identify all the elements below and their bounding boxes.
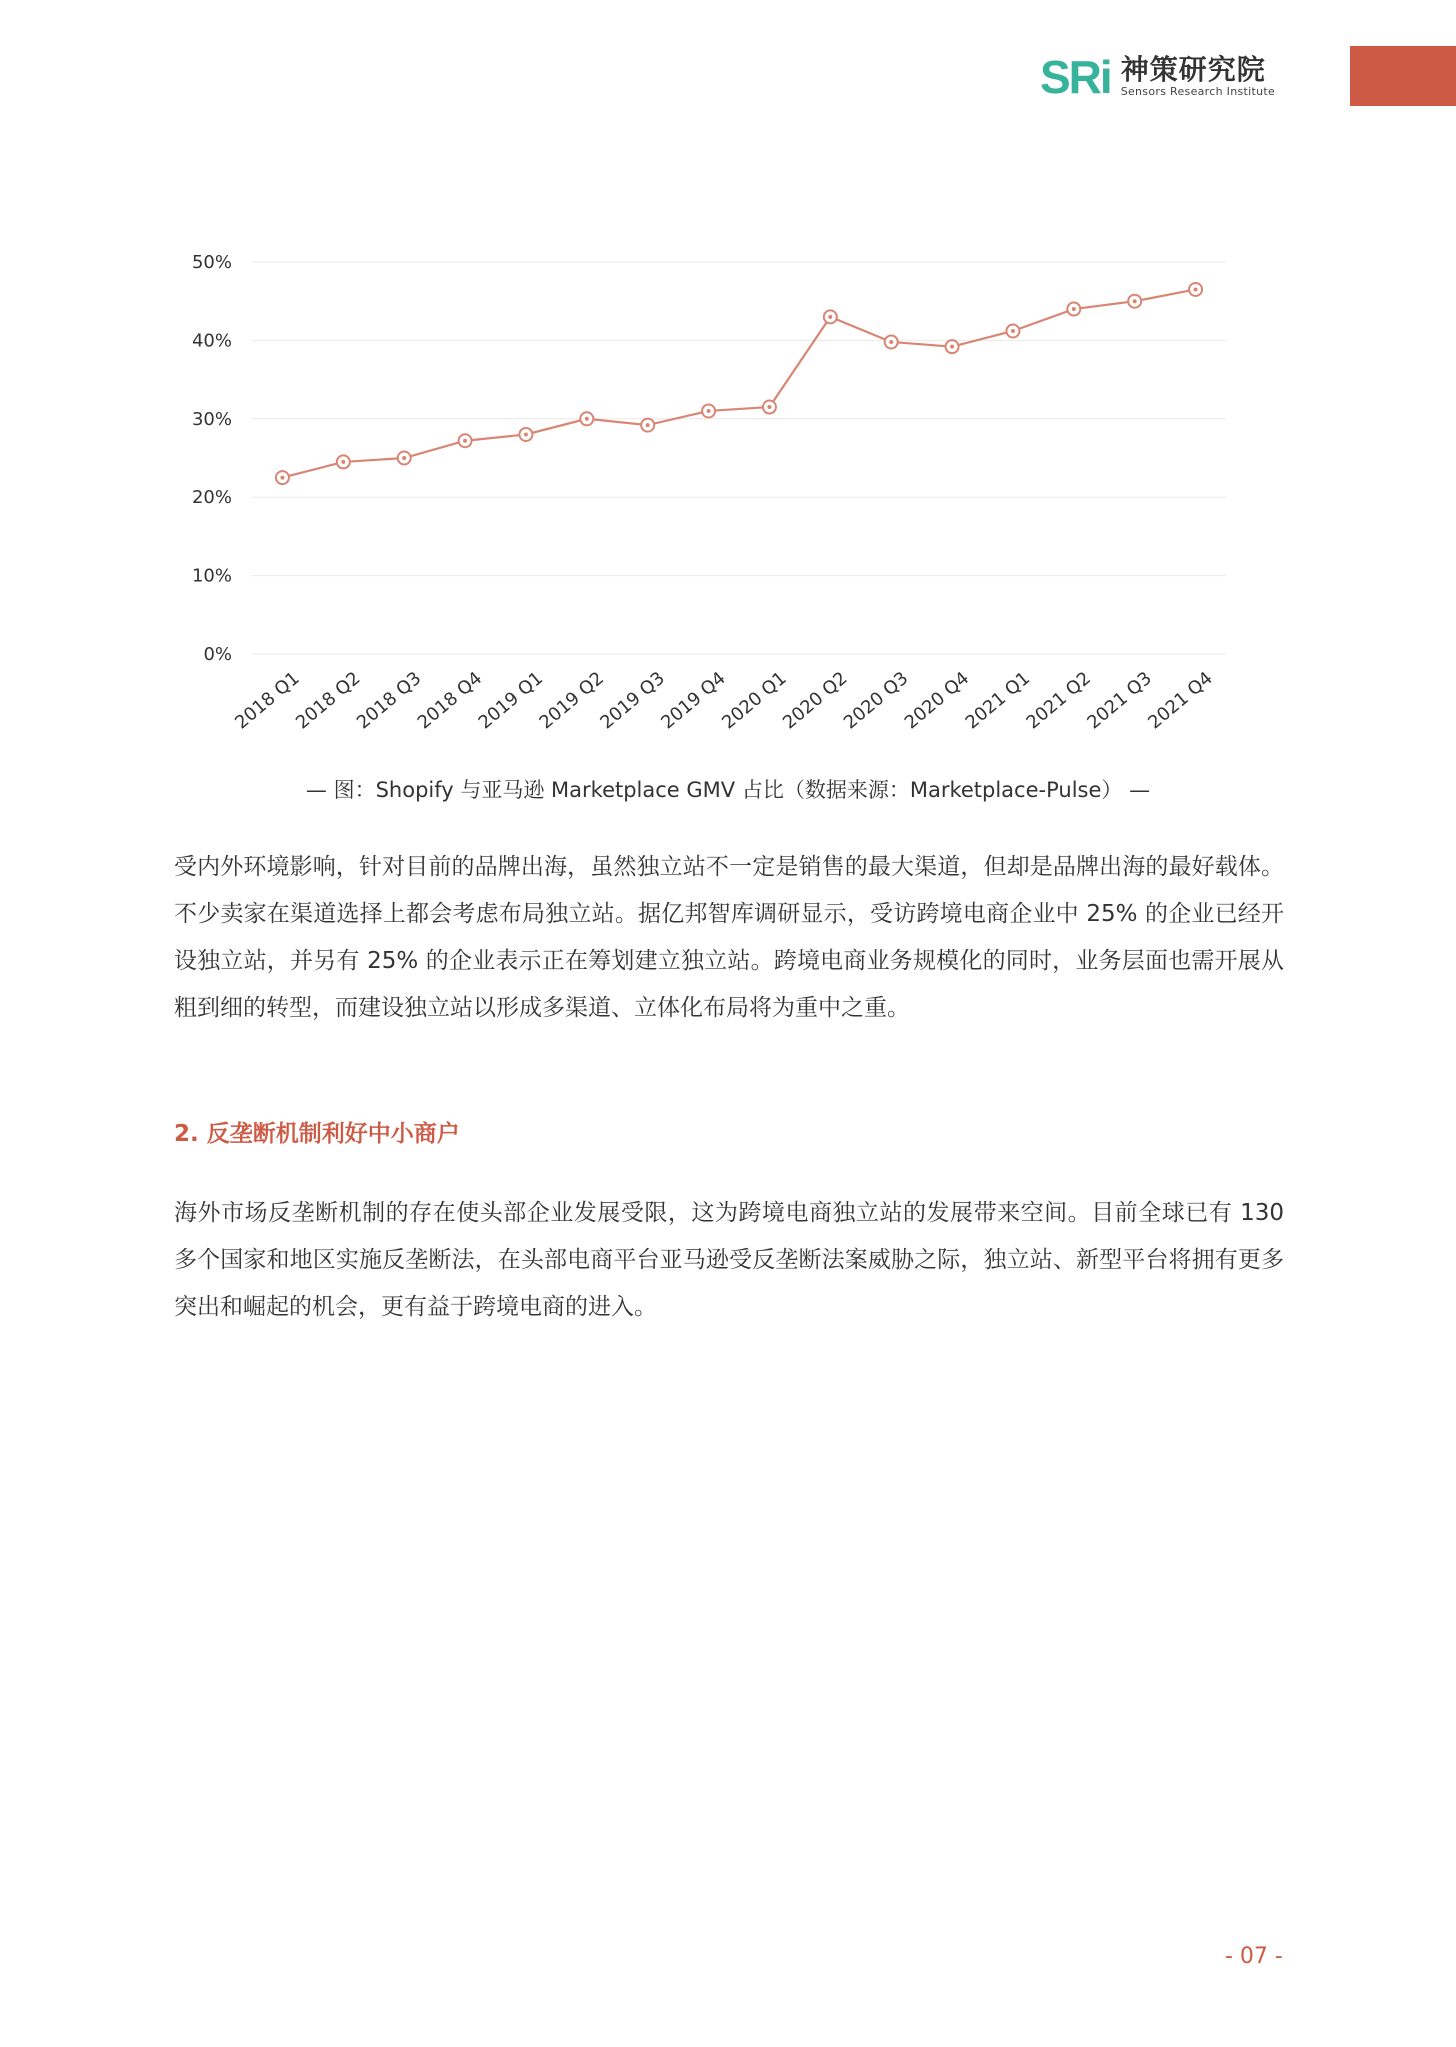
x-tick-label: 2020 Q3	[839, 667, 913, 734]
x-axis-tick-labels	[231, 668, 1217, 734]
y-tick-label: 0%	[203, 644, 232, 665]
logo-name-cn: 神策研究院	[1120, 53, 1266, 86]
section-title: 2. 反垄断机制利好中小商户	[174, 1121, 460, 1147]
corner-accent-tab	[1350, 46, 1456, 106]
x-tick-label: 2018 Q3	[352, 667, 426, 734]
data-point-center	[1133, 299, 1137, 303]
x-tick-label: 2019 Q1	[474, 667, 548, 734]
x-tick-label: 2018 Q2	[291, 667, 365, 734]
chart-series	[276, 283, 1202, 484]
data-point-center	[828, 315, 832, 319]
x-tick-label: 2021 Q1	[961, 667, 1035, 734]
x-tick-label: 2019 Q4	[657, 667, 730, 734]
paragraph-1: 受内外环境影响，针对目前的品牌出海，虽然独立站不一定是销售的最大渠道，但却是品牌出海的最好载体。不少卖家在渠道选择上都会考虑布局独立站。据亿邦智库调研显示，受访跨境电商企业中 25% 的企业已经开设独立站，并另有 25% 的企业表示正在筹划建立独立站。跨境电商业务规模化的同时，业务层面也需开展从粗到细的转型，而建设独立站以形成多渠道、立体化布局将为重中之重。	[174, 854, 1284, 1021]
data-point-center	[585, 417, 589, 421]
x-tick-label: 2020 Q4	[900, 667, 974, 734]
series-line	[282, 289, 1195, 477]
y-tick-label: 30%	[191, 408, 232, 430]
data-point-center	[463, 439, 467, 443]
logo-name-en: Sensors Research Institute	[1120, 85, 1276, 98]
y-tick-label: 50%	[191, 252, 232, 273]
x-tick-label: 2021 Q3	[1083, 667, 1156, 734]
data-point-center	[767, 405, 771, 409]
logo	[1040, 52, 1275, 102]
y-axis-tick-labels	[192, 252, 232, 665]
data-point-center	[950, 345, 954, 349]
data-point-center	[524, 432, 528, 436]
x-tick-label: 2019 Q3	[596, 667, 669, 734]
x-tick-label: 2021 Q4	[1144, 667, 1217, 734]
x-tick-label: 2018 Q1	[231, 667, 304, 734]
y-tick-label: 40%	[191, 330, 232, 352]
data-point-center	[402, 456, 406, 460]
line-chart	[180, 240, 1240, 760]
y-tick-label: 20%	[191, 487, 232, 509]
logo-text	[1121, 55, 1275, 99]
x-tick-label: 2018 Q4	[413, 667, 487, 734]
data-point-center	[1072, 307, 1076, 311]
x-tick-label: 2020 Q1	[718, 667, 791, 734]
x-tick-label: 2019 Q2	[535, 667, 609, 734]
data-point-center	[341, 460, 345, 464]
chart-caption: — 图：Shopify 与亚马逊 Marketplace GMV 占比（数据来源：Marketplace-Pulse） —	[305, 778, 1151, 802]
data-point-center	[707, 409, 711, 413]
page-number: - 07 -	[1225, 1944, 1283, 1969]
x-tick-label: 2020 Q2	[778, 667, 852, 734]
data-point-center	[646, 423, 650, 427]
x-tick-label: 2021 Q2	[1022, 667, 1096, 734]
data-point-center	[889, 340, 893, 344]
logo-mark: SRi	[1040, 51, 1111, 103]
data-point-center	[1011, 329, 1015, 333]
paragraph-2: 海外市场反垄断机制的存在使头部企业发展受限，这为跨境电商独立站的发展带来空间。目前全球已有 130 多个国家和地区实施反垄断法，在头部电商平台亚马逊受反垄断法案威胁之际，独立站、新型平台将拥有更多突出和崛起的机会，更有益于跨境电商的进入。	[174, 1200, 1284, 1320]
y-tick-label: 10%	[191, 565, 232, 587]
data-point-center	[280, 476, 284, 480]
data-point-center	[1194, 287, 1198, 291]
